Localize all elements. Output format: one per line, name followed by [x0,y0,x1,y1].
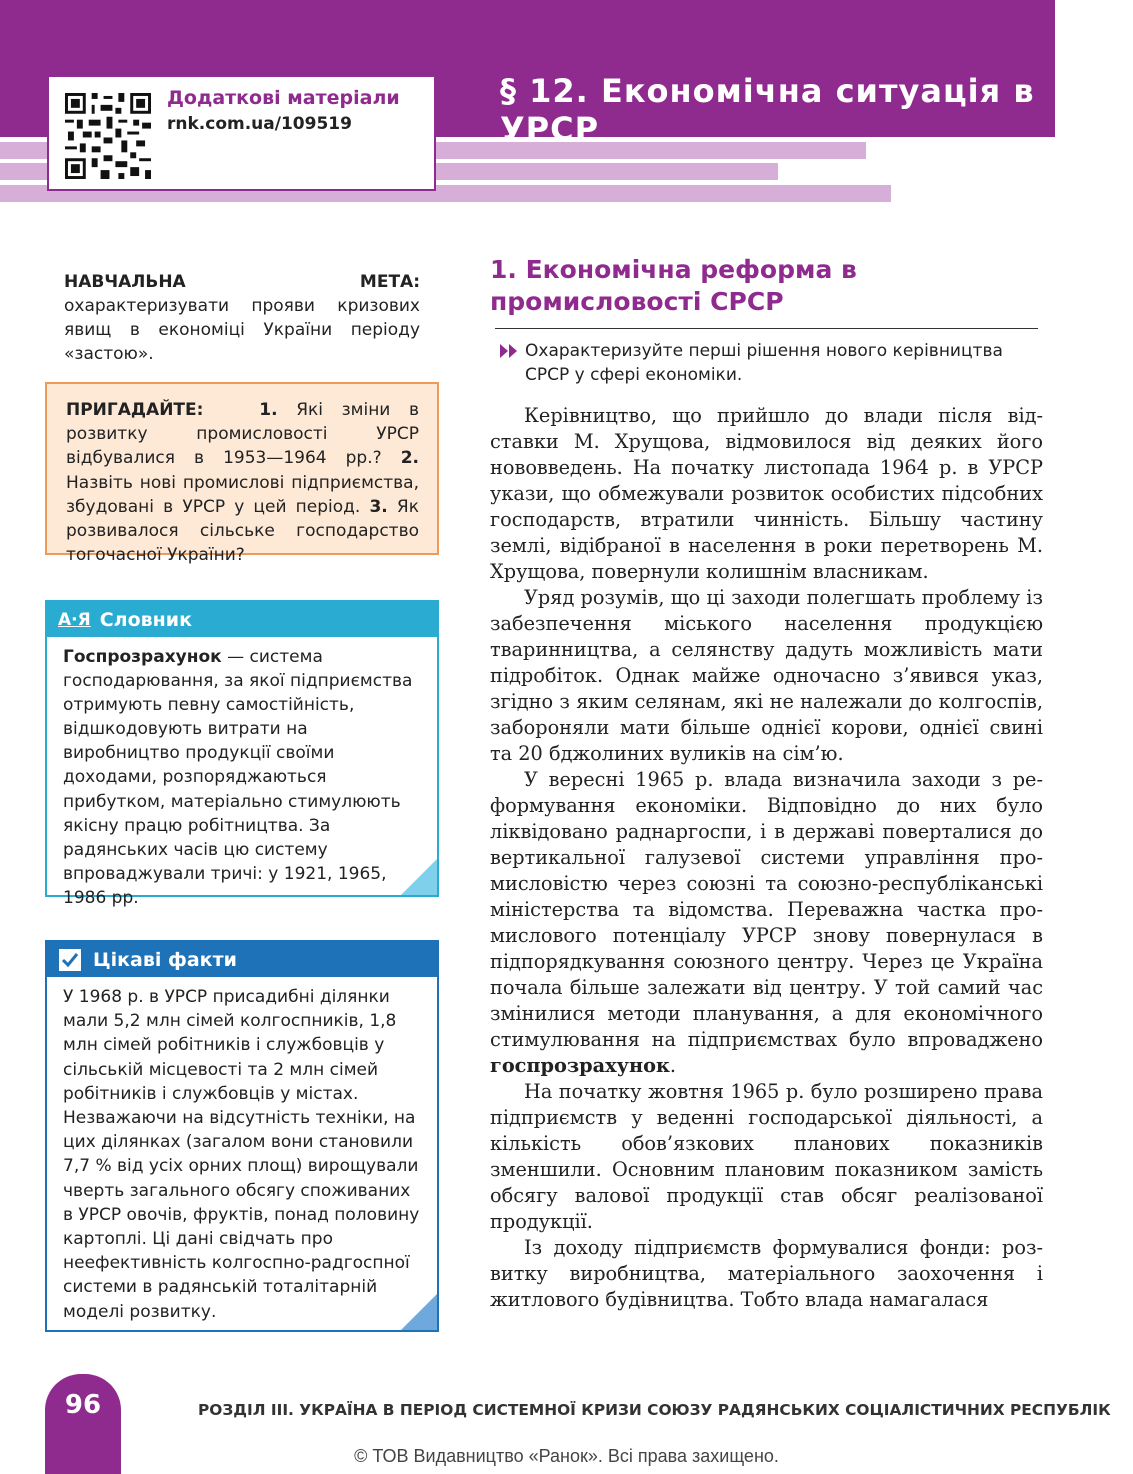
key-term: госпрозрахунок [490,1054,670,1077]
dictionary-icon: А·Я [58,609,91,630]
article-body [490,403,1043,1313]
qr-code-icon[interactable] [65,93,151,179]
question-2: Назвіть нові промислові підприємства, збудовані в УРСР у цей період. [66,472,419,517]
subsection-heading: 1. Економічна реформа в промисловості СРСР [490,255,857,316]
divider [495,328,1038,329]
dictionary-box [45,600,439,908]
checkmark-icon [59,949,81,971]
dictionary-entry [47,637,437,910]
goal-text: охарактеризувати прояви кризових явищ в економіці України періоду «застою». [64,296,420,364]
chapter-title: РОЗДІЛ ІІІ. УКРАЇНА В ПЕРІОД СИСТЕМНОЇ КРИЗИ СОЮЗУ РАДЯНСЬКИХ СОЦІАЛІСТИЧНИХ РЕСПУБЛІК [198,1401,1111,1419]
materials-link[interactable]: rnk.com.ua/109519 [167,114,352,134]
task-text: Охарактеризуйте перші рішення нового керівництва СРСР у сфері економіки. [525,341,1003,385]
paragraph: Керівництво, що прийшло до влади після відставки М. Хрущова, відмовилося від деяких його нововведень. На початку листопада 1964 р. в УРСР укази, що обмежували розвиток особистих підсобних господарств, втратили чинність. Більшу частину землі, відібраної в населення в роки перетворень М. Хрущова, повернули колишнім власникам. [490,404,1043,583]
question-1-number: 1. [259,400,278,420]
materials-title: Додаткові матеріали [167,87,400,109]
corner-triangle-icon [401,1294,437,1330]
paragraph-text: . [669,1054,677,1077]
dictionary-term: Госпрозрахунок [63,647,222,667]
paragraph-text: У вересні 1965 р. влада визначила заходи з реформування економіки. Відповідно до них було ліквідовано раднаргоспи, і в державі поверталися до вертикальної галузевої системи управління промисловістю через союзні та союзно-республіканські міністерства та відомства. Переважна частка промислового потенціалу УРСР знову повернулася в підпорядкування союзного центру. Через це Україна почала більше залежати від центру. У той самий час змінилися методи планування, а для економічного стимулювання на підприємствах було впроваджено [490,768,1043,1051]
facts-title: Цікаві факти [93,948,237,971]
double-arrow-icon [500,344,518,358]
page-number: 96 [64,1390,102,1420]
dictionary-definition: — система господарювання, за якої підприємства отримують певну самостійність, відшкодовують витрати на виробництво продукції своїми доходами, розпоряджаються прибутком, матеріально стимулюють якісну працю робітництва. За радянських часів цю систему впроваджували тричі: у 1921, 1965, 1986 рр. [63,647,413,908]
section-title: § 12. Економічна ситуація в УРСР [500,72,1035,148]
paragraph: Із доходу підприємств формувалися фонди: розвитку виробництва, матеріального заохочення і житлового будівництва. Тобто влада намагалася [490,1236,1043,1311]
additional-materials-box[interactable] [47,75,436,191]
corner-triangle-icon [401,859,437,895]
facts-header [47,942,437,977]
question-2-number: 2. [400,448,419,469]
remember-label: ПРИГАДАЙТЕ: [66,400,204,420]
remember-box [45,382,439,566]
question-1: Які зміни в розвитку промисловості УРСР відбувалися в 1953—1964 рр.? [66,400,419,469]
copyright-notice: © ТОВ Видавництво «Ранок». Всі права захищено. [354,1446,779,1466]
question-3: Як розвивалося сільське господарство тогочасної України? [66,496,419,566]
task-prompt [500,339,1020,387]
paragraph: На початку жовтня 1965 р. було розширено права підприємств у веденні господарської діяльності, а кількість обов’язкових планових показників зменшили. Основним плановим показником замість обсягу валової продукції став обсяг реалізованої продукції. [490,1080,1043,1233]
question-3-number: 3. [369,496,388,517]
dictionary-header [47,602,437,637]
facts-text: У 1968 р. в УРСР присадибні ділянки мали 5,2 млн сімей колгоспників, 1,8 млн сімей робітників і службовців у сільській місцевості та 2 млн сімей робітників і службовців у містах. Незважаючи на відсутність техніки, на цих ділянках (загалом вони становили 7,7 % від усіх орних площ) вирощували чверть загального обсягу споживаних в УРСР овочів, фруктів, понад половину картоплі. Ці дані свідчать про неефективність колгоспно-радгоспної системи в радянській тоталітарній моделі розвитку. [63,987,420,1322]
paragraph: Уряд розумів, що ці заходи полегшать проблему із забезпечення міського населення продукцією тваринництва, а селянству дадуть можливість мати підробіток. Однак майже одночасно з’явився указ, згідно з яким селянам, які не належали до колгоспів, забороняли мати більше однієї корови, однієї свині та 20 бджолиних вуликів на сім’ю. [490,586,1043,765]
learning-goal [64,270,420,366]
goal-label: НАВЧАЛЬНА МЕТА: [64,272,420,292]
dictionary-title: Словник [99,608,192,631]
paragraph [490,767,1043,1079]
interesting-facts-box [45,940,439,1332]
